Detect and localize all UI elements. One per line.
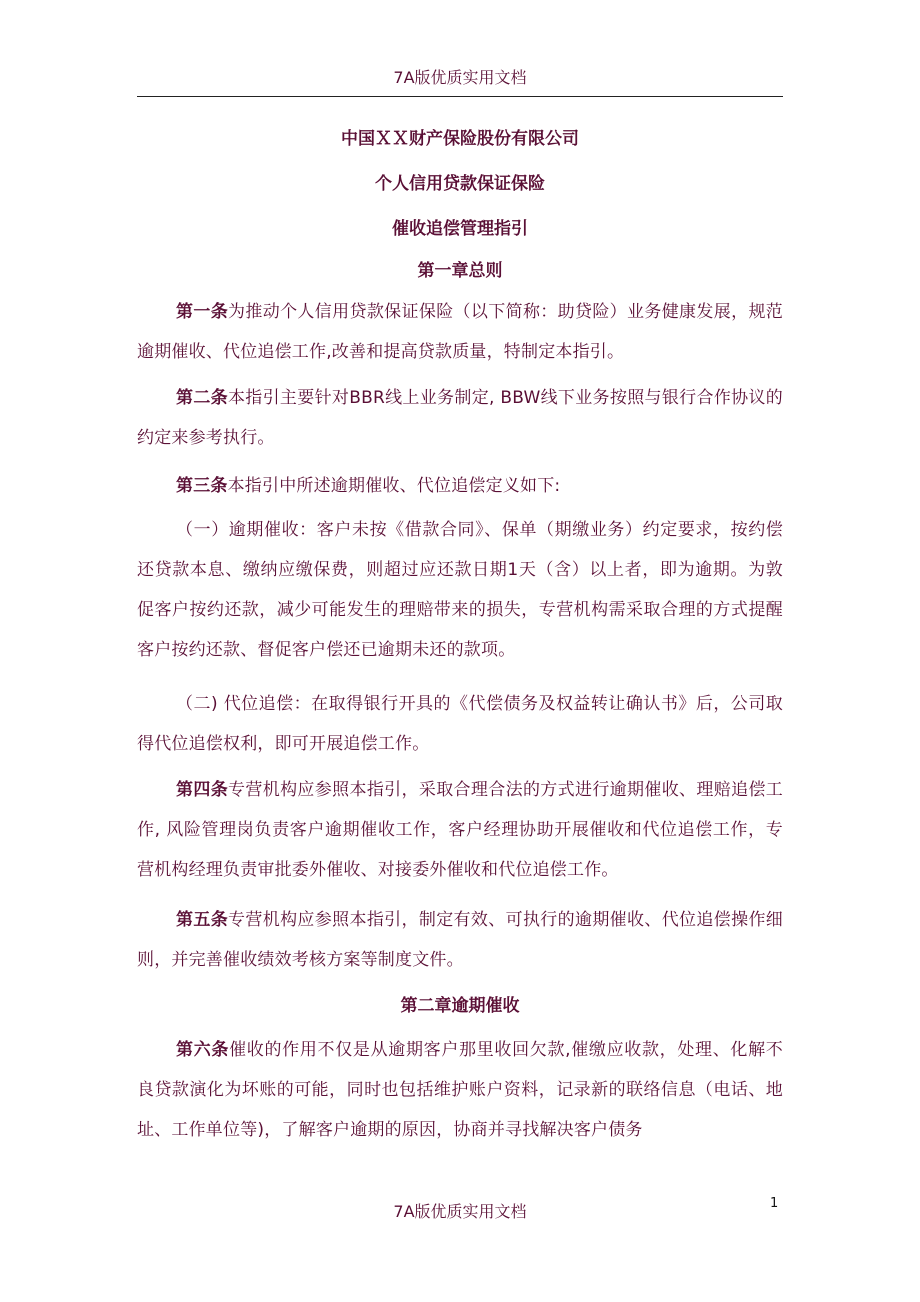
- article-text: 本指引主要针对BBR线上业务制定, BBW线下业务按照与银行合作协议的约定来参考执行。: [137, 388, 783, 448]
- article-label: 第一条: [176, 302, 229, 322]
- article-2: [137, 378, 783, 458]
- article-text: 为推动个人信用贷款保证保险（以下简称：助贷险）业务健康发展，规范逾期催收、代位追偿工作,改善和提高贷款质量，特制定本指引。: [137, 302, 783, 362]
- article-label: 第二条: [176, 388, 228, 408]
- page-footer: 7A版优质实用文档: [393, 1202, 527, 1221]
- company-title: 中国ＸＸ财产保险股份有限公司: [341, 129, 579, 149]
- article-label: 第六条: [176, 1040, 230, 1060]
- definition-item-1: （一）逾期催收：客户未按《借款合同》、保单（期缴业务）约定要求，按约偿还贷款本息、缴纳应缴保费，则超过应还款日期1天（含）以上者，即为逾期。为敦促客户按约还款，减少可能发生的理赔带来的损失，专营机构需采取合理的方式提醒客户按约还款、督促客户偿还已逾期未还的款项。: [137, 520, 783, 660]
- article-text: 专营机构应参照本指引，采取合理合法的方式进行逾期催收、理赔追偿工作, 风险管理岗负责客户逾期催收工作，客户经理协助开展催收和代位追偿工作，专营机构经理负责审批委外催收、对接委外催收和代位追偿工作。: [137, 780, 783, 880]
- chapter-heading-2: 第二章逾期催收: [400, 996, 520, 1016]
- article-label: 第五条: [176, 910, 229, 930]
- definition-item-2: （二) 代位追偿：在取得银行开具的《代偿债务及权益转让确认书》后，公司取得代位追偿权利，即可开展追偿工作。: [137, 694, 783, 754]
- header-divider: [137, 96, 783, 97]
- page-number: 1: [770, 1196, 779, 1211]
- article-label: 第三条: [176, 476, 228, 496]
- page-header: 7A版优质实用文档: [393, 68, 527, 87]
- article-4: [137, 770, 783, 890]
- article-text: 催收的作用不仅是从逾期客户那里收回欠款,催缴应收款，处理、化解不良贷款演化为坏账的可能，同时也包括维护账户资料，记录新的联络信息（电话、地址、工作单位等)，了解客户逾期的原因，协商并寻找解决客户债务: [137, 1040, 783, 1140]
- chapter-heading-1: 第一章总则: [417, 261, 503, 281]
- product-title: 个人信用贷款保证保险: [375, 174, 545, 194]
- article-5: [137, 900, 783, 980]
- article-label: 第四条: [176, 780, 229, 800]
- article-text: 专营机构应参照本指引，制定有效、可执行的逾期催收、代位追偿操作细则，并完善催收绩效考核方案等制度文件。: [137, 910, 783, 970]
- article-1: [137, 292, 783, 372]
- document-titles: [137, 124, 783, 259]
- guide-title: 催收追偿管理指引: [392, 219, 528, 239]
- article-text: 本指引中所述逾期催收、代位追偿定义如下:: [227, 476, 561, 496]
- article-6: [137, 1030, 783, 1150]
- article-3: [137, 466, 783, 506]
